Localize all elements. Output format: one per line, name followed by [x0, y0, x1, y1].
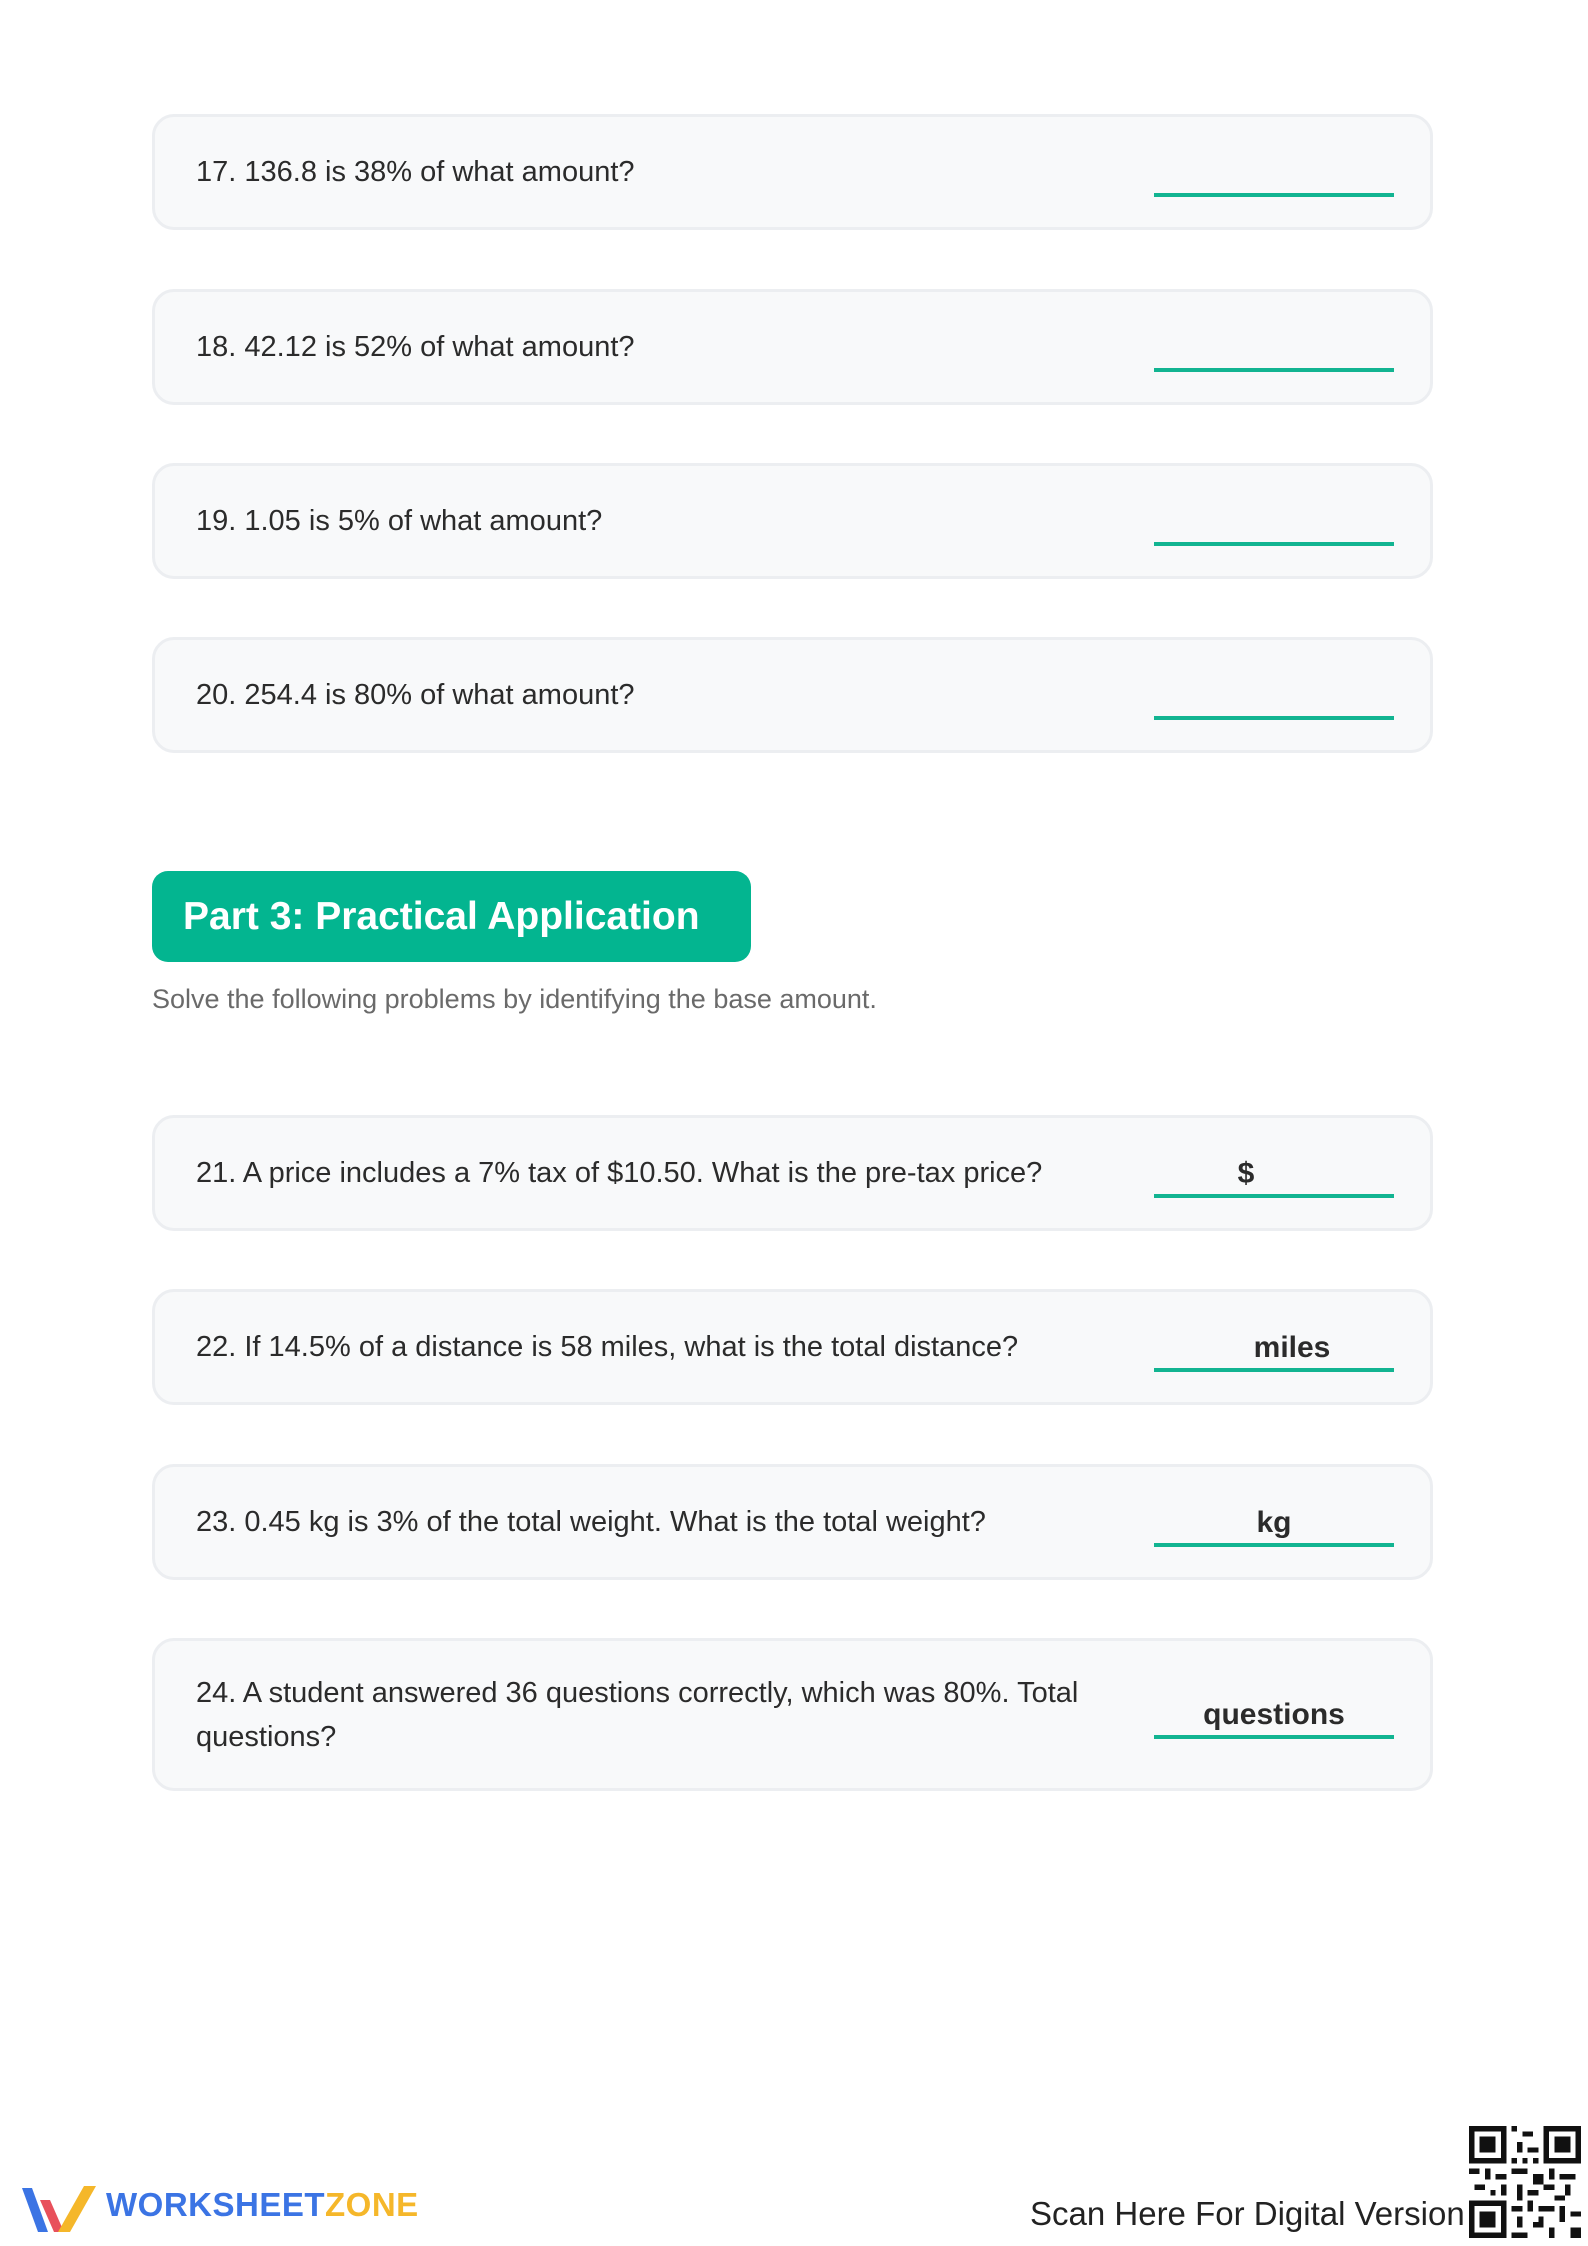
question-text: 20. 254.4 is 80% of what amount?: [196, 679, 635, 711]
answer-unit: kg: [1256, 1506, 1292, 1539]
question-text: 21. A price includes a 7% tax of $10.50. What is the pre-tax price?: [196, 1157, 1043, 1189]
qr-code-icon[interactable]: [1469, 2126, 1581, 2238]
worksheetzone-logo-icon: [18, 2180, 98, 2240]
brand-name-part1: WORKSHEET: [106, 2186, 325, 2223]
answer-field[interactable]: [1154, 1150, 1394, 1198]
answer-field[interactable]: [1154, 672, 1394, 720]
answer-unit: questions: [1203, 1698, 1345, 1731]
answer-field[interactable]: [1154, 1691, 1394, 1739]
question-card-19: [152, 463, 1433, 579]
part3-title-badge: Part 3: Practical Application: [152, 871, 751, 962]
question-card-17: [152, 114, 1433, 230]
answer-unit: miles: [1253, 1331, 1331, 1364]
question-text: 17. 136.8 is 38% of what amount?: [196, 156, 635, 188]
question-card-23: [152, 1464, 1433, 1580]
question-card-20: [152, 637, 1433, 753]
answer-field[interactable]: [1154, 1499, 1394, 1547]
answer-field[interactable]: [1154, 498, 1394, 546]
question-text: 22. If 14.5% of a distance is 58 miles, what is the total distance?: [196, 1331, 1019, 1363]
part3-instructions: Solve the following problems by identifying the base amount.: [152, 984, 877, 1014]
brand-name: [106, 2186, 419, 2224]
question-card-24: [152, 1638, 1433, 1791]
answer-unit: $: [1237, 1157, 1255, 1190]
scan-caption: Scan Here For Digital Version: [1030, 2195, 1465, 2232]
question-text: 23. 0.45 kg is 3% of the total weight. What is the total weight?: [196, 1506, 986, 1538]
question-card-21: [152, 1115, 1433, 1231]
brand-name-part2: ZONE: [325, 2186, 419, 2223]
question-card-22: [152, 1289, 1433, 1405]
question-text: 19. 1.05 is 5% of what amount?: [196, 505, 603, 537]
question-card-18: [152, 289, 1433, 405]
question-text: 18. 42.12 is 52% of what amount?: [196, 331, 635, 363]
answer-field[interactable]: [1154, 1324, 1394, 1372]
answer-field[interactable]: [1154, 149, 1394, 197]
answer-field[interactable]: [1154, 324, 1394, 372]
question-text: 24. A student answered 36 questions correctly, which was 80%. Total questions?: [196, 1676, 1079, 1753]
